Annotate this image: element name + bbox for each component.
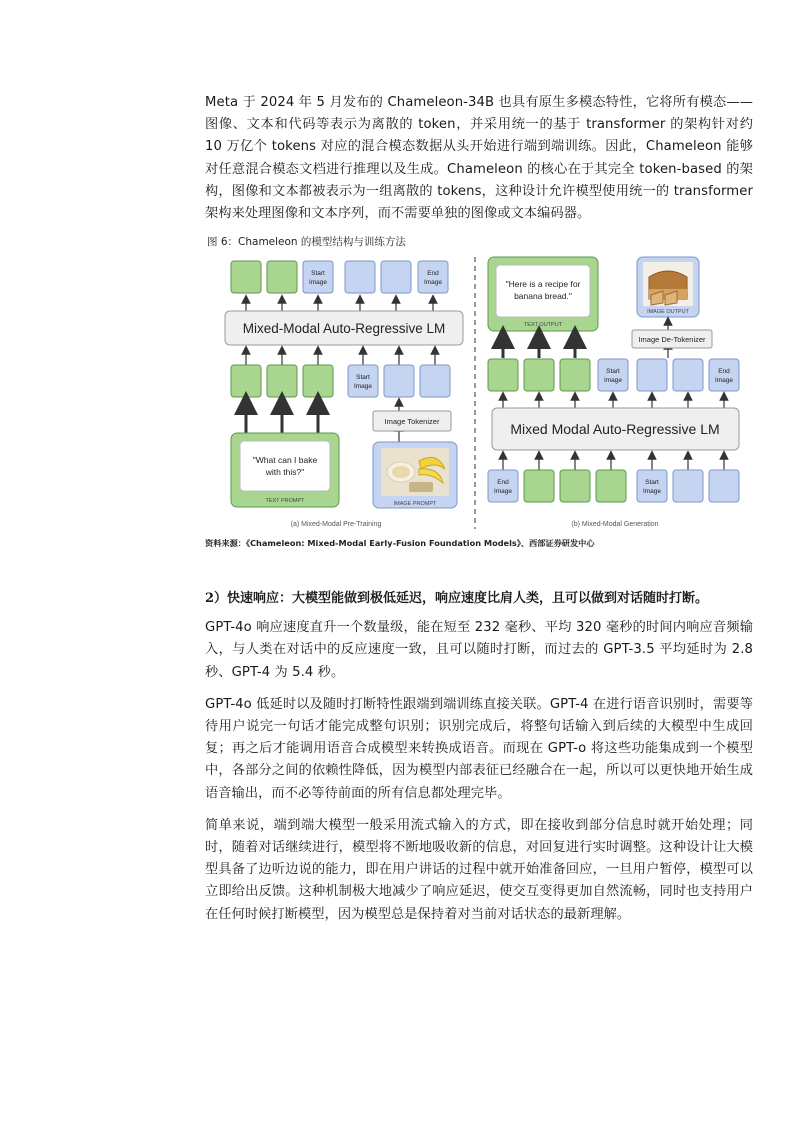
right-bottom-token-3 (596, 470, 626, 502)
left-top-token-5 (381, 261, 411, 293)
image-prompt-label: IMAGE PROMPT (393, 501, 437, 508)
right-bottom-end-label-2: Image (493, 488, 513, 496)
right-bottom-start-token (637, 470, 667, 502)
left-mid-start-label-2: Image (353, 383, 373, 391)
text-output-line-2: banana bread." (514, 291, 572, 302)
left-top-token-2 (267, 261, 297, 293)
image-output-label: IMAGE OUTPUT (647, 309, 689, 316)
right-top-end-label-1: End (718, 368, 730, 376)
right-top-token-3 (560, 359, 590, 391)
image-prompt-picture (381, 448, 449, 496)
paragraph-streaming: 简单来说，端到端大模型一般采用流式输入的方式，即在接收到部分信息时就开始处理；同时，随着对话继续进行，模型将不断地吸收新的信息，对回复进行实时调整。这种设计让大模型具备了边听边说的能力，即在用户讲话的过程中就开始准备回应，一旦用户暂停，模型可以立即给出反馈。这种机制极大地减少了响应延迟，使交互变得更加自然流畅，同时也支持用户在任何时候打断模型，因为模型总是保持着对当前对话状态的最新理解。 (205, 817, 753, 922)
right-bottom-start-label-1: Start (645, 479, 659, 487)
right-bottom-token-5 (709, 470, 739, 502)
left-mid-token-1 (231, 365, 261, 397)
right-bottom-token-1 (524, 470, 554, 502)
right-bottom-end-label-1: End (497, 479, 509, 487)
right-top-start-token (598, 359, 628, 391)
text-prompt-label: TEXT PROMPT (265, 498, 305, 505)
left-top-start-token (303, 261, 333, 293)
left-mid-token-2 (267, 365, 297, 397)
text-output-line-1: "Here is a recipe for (505, 279, 581, 290)
paragraph-gpt4o-latency: GPT-4o 低延时以及随时打断特性跟端到端训练直接关联。GPT-4 在进行语音识别时，需要等待用户说完一句话才能完成整句识别；识别完成后，将整句话输入到后续的大模型中生成回复；再之后才能调用语音合成模型来转换成语音。而现在 GPT-o 将这些功能集成到一个模型中，各部分之间的依赖性降低，因为模型内部表征已经融合在一起，所以可以更快地开始生成语音输出，而不必等待前面的所有信息都处理完毕。 (205, 696, 753, 801)
right-top-start-label-1: Start (606, 368, 620, 376)
right-top-token-2 (524, 359, 554, 391)
left-top-token-4 (345, 261, 375, 293)
image-tokenizer-label: Image Tokenizer (384, 417, 440, 427)
figure-source: 资料来源：《Chameleon: Mixed-Modal Early-Fusion Foundation Models》、西部证券研发中心 (205, 538, 595, 549)
right-top-end-label-2: Image (714, 377, 734, 385)
right-top-end-token (709, 359, 739, 391)
right-top-token-1 (488, 359, 518, 391)
left-mid-token-5 (420, 365, 450, 397)
chameleon-architecture-figure (205, 255, 753, 535)
text-prompt-line-2: with this?" (265, 467, 305, 478)
text-output-label: TEXT OUTPUT (523, 322, 563, 329)
left-top-end-token (418, 261, 448, 293)
left-mid-token-3 (303, 365, 333, 397)
right-top-start-label-2: Image (603, 377, 623, 385)
left-mid-start-label-1: Start (356, 374, 370, 382)
paragraph-gpt4o-speed: GPT-4o 响应速度直升一个数量级，能在短至 232 毫秒、平均 320 毫秒的时间内响应音频输入，与人类在对话中的反应速度一致，且可以随时打断，而过去的 GPT-3.5 平均延时为 2.8 秒、GPT-4 为 5.4 秒。 (205, 620, 753, 680)
left-subcaption: (a) Mixed-Modal Pre-Training (290, 521, 382, 529)
right-bottom-end-token (488, 470, 518, 502)
right-subcaption: (b) Mixed-Modal Generation (571, 521, 659, 529)
section-heading-fast-response: 2）快速响应：大模型能做到极低延迟，响应速度比肩人类，且可以做到对话随时打断。 (205, 591, 709, 607)
image-output-picture (643, 262, 693, 306)
right-bottom-token-4 (673, 470, 703, 502)
right-bottom-token-2 (560, 470, 590, 502)
image-detokenizer-label: Image De-Tokenizer (638, 335, 706, 345)
left-top-start-label-2: Image (308, 279, 328, 287)
left-top-start-label-1: Start (311, 270, 325, 278)
right-top-token-4 (637, 359, 667, 391)
left-mid-start-token (348, 365, 378, 397)
left-top-end-label-1: End (427, 270, 439, 278)
left-top-end-label-2: Image (423, 279, 443, 287)
right-lm-label: Mixed Modal Auto-Regressive LM (510, 421, 720, 438)
text-prompt-line-1: "What can I bake (252, 455, 318, 466)
left-top-token-1 (231, 261, 261, 293)
page-content (205, 92, 753, 936)
left-mid-token-4 (384, 365, 414, 397)
figure-caption: 图 6：Chameleon 的模型结构与训练方法 (207, 236, 406, 249)
text-prompt-inner (240, 441, 330, 491)
right-bottom-start-label-2: Image (642, 488, 662, 496)
right-top-token-5 (673, 359, 703, 391)
left-lm-label: Mixed-Modal Auto-Regressive LM (242, 321, 446, 337)
paragraph-chameleon: Meta 于 2024 年 5 月发布的 Chameleon-34B 也具有原生多模态特性，它将所有模态——图像、文本和代码等表示为离散的 token，并采用统一的基于 transformer 的架构针对约 10 万亿个 tokens 对应的混合模态数据从头开始进行端到端训练。因此，Chameleon 能够对任意混合模态文档进行推理以及生成。Chameleon 的核心在于其完全 token-based 的架构，图像和文本都被表示为一组离散的 tokens，这种设计允许模型使用统一的 transformer 架构来处理图像和文本序列，而不需要单独的图像或文本编码器。 (205, 95, 753, 222)
